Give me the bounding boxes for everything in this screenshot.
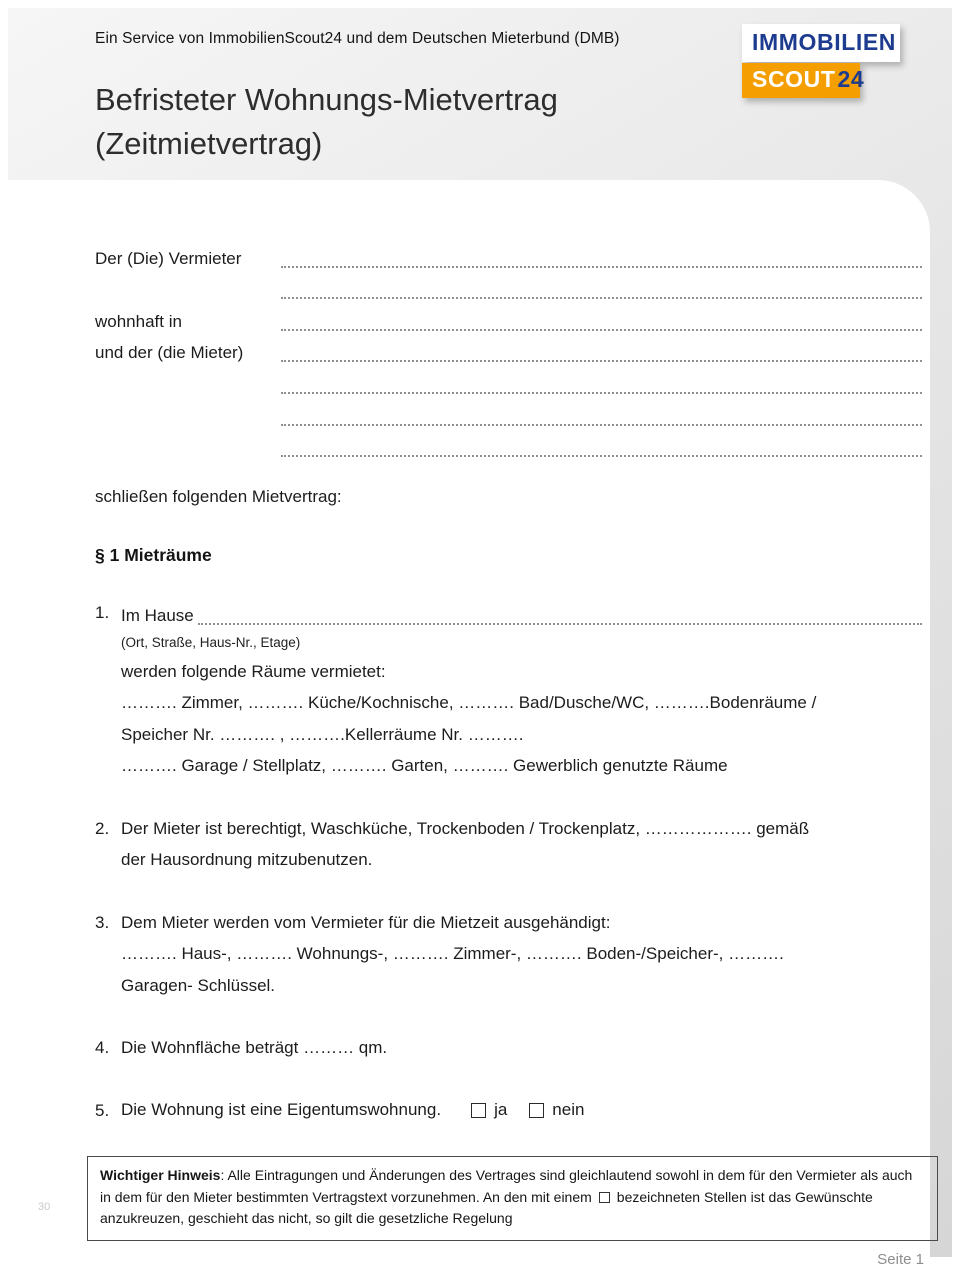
item2-number: 2.	[95, 818, 110, 838]
logo-24-text: 24	[837, 66, 865, 92]
item1-body	[121, 597, 922, 782]
item1-address-hint: (Ort, Straße, Haus-Nr., Etage)	[121, 634, 301, 650]
logo-immobilien-text: IMMOBILIEN	[742, 24, 900, 62]
item3-line2: ………. Haus-, ………. Wohnungs-, ………. Zimmer-, ………. Boden-/Speicher-, ……….	[121, 944, 784, 964]
notice-text-part2: bezeichneten Stellen ist das Gewünschte anzukreuzen, geschieht das nicht, so gilt die gesetzliche Regelung	[100, 1188, 873, 1227]
item1-line4: Speicher Nr. ………. , ……….Kellerräume Nr. ……….	[121, 724, 524, 744]
checkbox-example-icon	[599, 1192, 610, 1203]
logo-scout-text: SCOUT	[752, 66, 836, 92]
contract-body	[8, 180, 930, 1257]
logo-scout24-box	[742, 63, 865, 98]
gray-sheet-background	[8, 8, 952, 1257]
item1-lead-line	[121, 597, 922, 629]
vermieter-fill-line-2[interactable]	[281, 297, 922, 299]
page-number: Seite 1	[877, 1251, 924, 1265]
wohnhaft-fill-line[interactable]	[281, 329, 922, 331]
im-hause-fill-line[interactable]	[198, 623, 922, 625]
ja-checkbox[interactable]	[471, 1103, 486, 1118]
section1-item4	[95, 1032, 922, 1064]
vermieter-fill-line[interactable]	[281, 266, 922, 268]
item5-line1: Die Wohnung ist eine Eigentumswohnung.	[121, 1100, 442, 1120]
nein-option	[529, 1100, 584, 1120]
service-line: Ein Service von ImmobilienScout24 und dem Deutschen Mieterbund (DMB)	[95, 30, 620, 47]
item3-body	[121, 907, 922, 1002]
section1-item1	[95, 597, 922, 782]
item2-body	[121, 813, 922, 876]
party-row-mieter	[95, 335, 922, 367]
party-row-blank-4	[95, 430, 922, 462]
im-hause-label: Im Hause	[121, 605, 194, 625]
immobilienscout24-logo	[742, 24, 900, 98]
ja-option	[471, 1100, 507, 1120]
margin-mark: 30	[38, 1201, 51, 1213]
mieter-fill-line-4[interactable]	[281, 455, 922, 457]
item2-line2: der Hausordnung mitzubenutzen.	[121, 850, 373, 870]
mieter-label: und der (die Mieter)	[95, 343, 244, 363]
item5-body	[121, 1095, 922, 1127]
item2-line1: Der Mieter ist berechtigt, Waschküche, Trockenboden / Trockenplatz, ………………. gemäß	[121, 818, 810, 838]
wohnhaft-label: wohnhaft in	[95, 311, 182, 331]
item4-number: 4.	[95, 1038, 110, 1058]
party-row-vermieter	[95, 240, 922, 272]
item3-line3: Garagen- Schlüssel.	[121, 975, 276, 995]
eigentumswohnung-row	[121, 1095, 922, 1127]
item1-line2: werden folgende Räume vermietet:	[121, 661, 386, 681]
item4-line1: Die Wohnfläche beträgt ……… qm.	[121, 1038, 388, 1058]
party-row-blank-2	[95, 366, 922, 398]
item1-line5: ………. Garage / Stellplatz, ………. Garten, ………. Gewerblich genutzte Räume	[121, 756, 728, 776]
document-title-line1: Befristeter Wohnungs-Mietvertrag	[95, 82, 558, 117]
document-title-line2: (Zeitmietvertrag)	[95, 126, 323, 161]
item1-number: 1.	[95, 603, 110, 623]
nein-label: nein	[552, 1100, 585, 1120]
nein-checkbox[interactable]	[529, 1103, 544, 1118]
item5-number: 5.	[95, 1100, 110, 1120]
parties-block	[95, 240, 922, 461]
notice-bold-label: Wichtiger Hinweis	[100, 1167, 221, 1184]
party-row-wohnhaft	[95, 303, 922, 335]
mieter-fill-line[interactable]	[281, 360, 922, 362]
ja-label: ja	[494, 1100, 508, 1120]
item3-number: 3.	[95, 912, 110, 932]
section1-item5	[95, 1095, 922, 1127]
party-row-blank-3	[95, 398, 922, 430]
closing-statement: schließen folgenden Mietvertrag:	[95, 487, 342, 507]
section1-item2	[95, 813, 922, 876]
important-notice-box	[87, 1156, 938, 1241]
section1-heading: § 1 Mieträume	[95, 545, 212, 566]
mieter-fill-line-2[interactable]	[281, 392, 922, 394]
section1-item3	[95, 907, 922, 1002]
mieter-fill-line-3[interactable]	[281, 424, 922, 426]
item3-line1: Dem Mieter werden vom Vermieter für die Mietzeit ausgehändigt:	[121, 912, 611, 932]
vermieter-label: Der (Die) Vermieter	[95, 248, 242, 268]
notice-text-part1: : Alle Eintragungen und Änderungen des Vertrages sind gleichlautend sowohl in dem für den Vermieter als auch in dem für den Mieter bestimmten Vertragstext vorzunehmen. An den mit einem	[100, 1167, 913, 1205]
item1-line3: ………. Zimmer, ………. Küche/Kochnische, ………. Bad/Dusche/WC, ……….Bodenräume /	[121, 693, 817, 713]
party-row-blank-1	[95, 272, 922, 304]
item4-body	[121, 1032, 922, 1064]
document-title	[95, 78, 558, 166]
